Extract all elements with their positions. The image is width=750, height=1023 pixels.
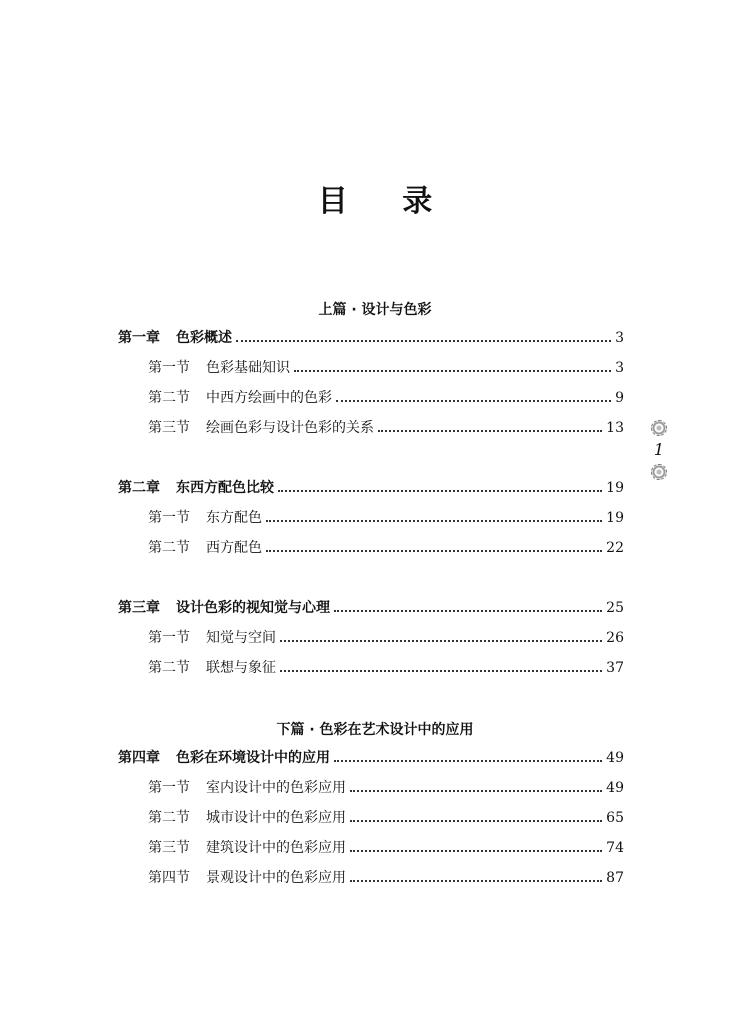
chapter-number: 第三章	[118, 600, 160, 616]
page-title: 目 录	[317, 184, 455, 219]
chapter-number: 第二章	[118, 480, 160, 496]
chapter-number: 第一章	[118, 330, 160, 346]
page-number: 19	[606, 480, 624, 496]
dot-leader	[350, 850, 602, 852]
section-number: 第二节	[148, 390, 190, 406]
toc-section[interactable]	[148, 627, 624, 649]
dot-leader	[280, 640, 602, 642]
section-title: 色彩基础知识	[206, 360, 290, 376]
section-number: 第一节	[148, 360, 190, 376]
chapter-title: 色彩在环境设计中的应用	[176, 750, 330, 766]
toc-section[interactable]	[148, 867, 624, 889]
page-number: 3	[615, 360, 624, 376]
toc-section[interactable]	[148, 657, 624, 679]
dot-leader	[350, 820, 602, 822]
page-number: 26	[606, 630, 624, 646]
page-number: 49	[606, 750, 624, 766]
section-number: 第二节	[148, 540, 190, 556]
section-number: 第四节	[148, 870, 190, 886]
section-title: 建筑设计中的色彩应用	[206, 840, 346, 856]
page-number: 87	[606, 870, 624, 886]
section-number: 第一节	[148, 510, 190, 526]
toc-section[interactable]	[148, 537, 624, 559]
section-number: 第三节	[148, 420, 190, 436]
toc-section[interactable]	[148, 837, 624, 859]
section-title: 联想与象征	[206, 660, 276, 676]
section-title: 城市设计中的色彩应用	[206, 810, 346, 826]
toc-chapter[interactable]	[118, 327, 624, 349]
dot-leader	[378, 430, 602, 432]
section-title: 东方配色	[206, 510, 262, 526]
toc-section[interactable]	[148, 387, 624, 409]
section-number: 第三节	[148, 840, 190, 856]
chapter-title: 东西方配色比较	[176, 480, 274, 496]
toc-section[interactable]	[148, 777, 624, 799]
dot-leader	[336, 400, 611, 402]
dot-leader	[266, 550, 602, 552]
folio-number: 1	[653, 440, 665, 459]
dot-leader	[280, 670, 602, 672]
dot-leader	[350, 790, 602, 792]
ornament-bottom-icon	[649, 464, 669, 480]
dot-leader	[236, 340, 611, 342]
toc-chapter[interactable]	[118, 597, 624, 619]
toc-section[interactable]	[148, 507, 624, 529]
section-number: 第二节	[148, 810, 190, 826]
dot-leader	[266, 520, 602, 522]
section-number: 第一节	[148, 630, 190, 646]
part-title: 下篇 · 色彩在艺术设计中的应用	[276, 722, 474, 738]
section-title: 景观设计中的色彩应用	[206, 870, 346, 886]
page-number: 25	[606, 600, 624, 616]
chapter-title: 色彩概述	[176, 330, 232, 346]
toc-chapter[interactable]	[118, 747, 624, 769]
dot-leader	[294, 370, 611, 372]
part-title: 上篇 · 设计与色彩	[318, 302, 432, 318]
section-number: 第二节	[148, 660, 190, 676]
page-number: 13	[606, 420, 624, 436]
section-title: 知觉与空间	[206, 630, 276, 646]
chapter-number: 第四章	[118, 750, 160, 766]
section-title: 西方配色	[206, 540, 262, 556]
page-number: 37	[606, 660, 624, 676]
section-number: 第一节	[148, 780, 190, 796]
page-number: 65	[606, 810, 624, 826]
dot-leader	[334, 610, 602, 612]
toc-section[interactable]	[148, 807, 624, 829]
section-title: 中西方绘画中的色彩	[206, 390, 332, 406]
page-number: 19	[606, 510, 624, 526]
section-title: 绘画色彩与设计色彩的关系	[206, 420, 374, 436]
dot-leader	[334, 760, 602, 762]
page-number: 3	[615, 330, 624, 346]
dot-leader	[278, 490, 602, 492]
page-number: 22	[606, 540, 624, 556]
toc-chapter[interactable]	[118, 477, 624, 499]
section-title: 室内设计中的色彩应用	[206, 780, 346, 796]
page-number: 9	[615, 390, 624, 406]
page-number: 74	[606, 840, 624, 856]
chapter-title: 设计色彩的视知觉与心理	[176, 600, 330, 616]
toc-section[interactable]	[148, 417, 624, 439]
page-number: 49	[606, 780, 624, 796]
ornament-top-icon	[649, 420, 669, 436]
dot-leader	[350, 880, 602, 882]
toc-section[interactable]	[148, 357, 624, 379]
